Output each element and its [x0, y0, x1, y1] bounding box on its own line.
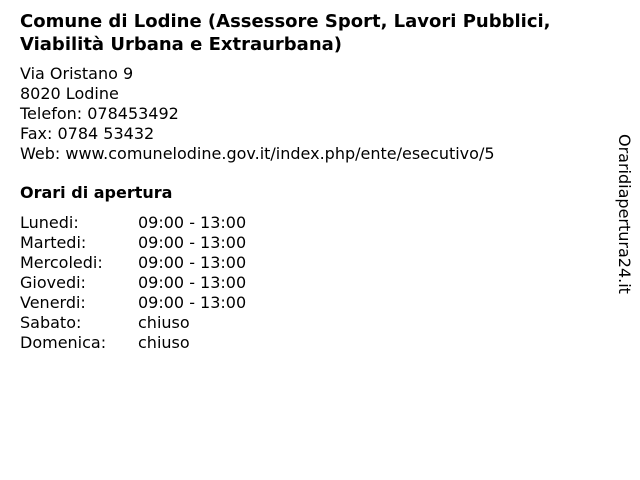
hours-row-monday	[20, 213, 246, 233]
day-hours: 09:00 - 13:00	[138, 293, 247, 312]
day-hours: chiuso	[138, 333, 190, 352]
opening-hours-table	[20, 213, 246, 353]
day-hours: 09:00 - 13:00	[138, 233, 247, 252]
website-link: Web: www.comunelodine.gov.it/index.php/ente/esecutivo/5	[20, 144, 495, 163]
day-label: Sabato:	[20, 313, 82, 332]
day-label: Martedi:	[20, 233, 87, 252]
site-watermark: Oraridiapertura24.it	[615, 134, 634, 294]
day-label: Mercoledi:	[20, 253, 103, 272]
day-label: Domenica:	[20, 333, 107, 352]
day-label: Giovedi:	[20, 273, 86, 292]
hours-row-wednesday	[20, 253, 246, 273]
hours-row-thursday	[20, 273, 246, 293]
day-hours: 09:00 - 13:00	[138, 253, 247, 272]
hours-row-saturday	[20, 313, 246, 333]
day-hours: chiuso	[138, 313, 190, 332]
page-title: Comune di Lodine (Assessore Sport, Lavori Pubblici, Viabilità Urbana e Extraurbana)	[20, 11, 551, 55]
postal-city: 8020 Lodine	[20, 84, 119, 103]
day-label: Lunedi:	[20, 213, 79, 232]
street-address: Via Oristano 9	[20, 64, 134, 83]
hours-row-sunday	[20, 333, 246, 353]
hours-row-tuesday	[20, 233, 246, 253]
day-hours: 09:00 - 13:00	[138, 213, 247, 232]
opening-hours-heading: Orari di apertura	[20, 183, 173, 202]
day-label: Venerdi:	[20, 293, 86, 312]
phone-number: Telefon: 078453492	[20, 104, 179, 123]
hours-row-friday	[20, 293, 246, 313]
address-block	[20, 64, 495, 164]
fax-number: Fax: 0784 53432	[20, 124, 155, 143]
day-hours: 09:00 - 13:00	[138, 273, 247, 292]
